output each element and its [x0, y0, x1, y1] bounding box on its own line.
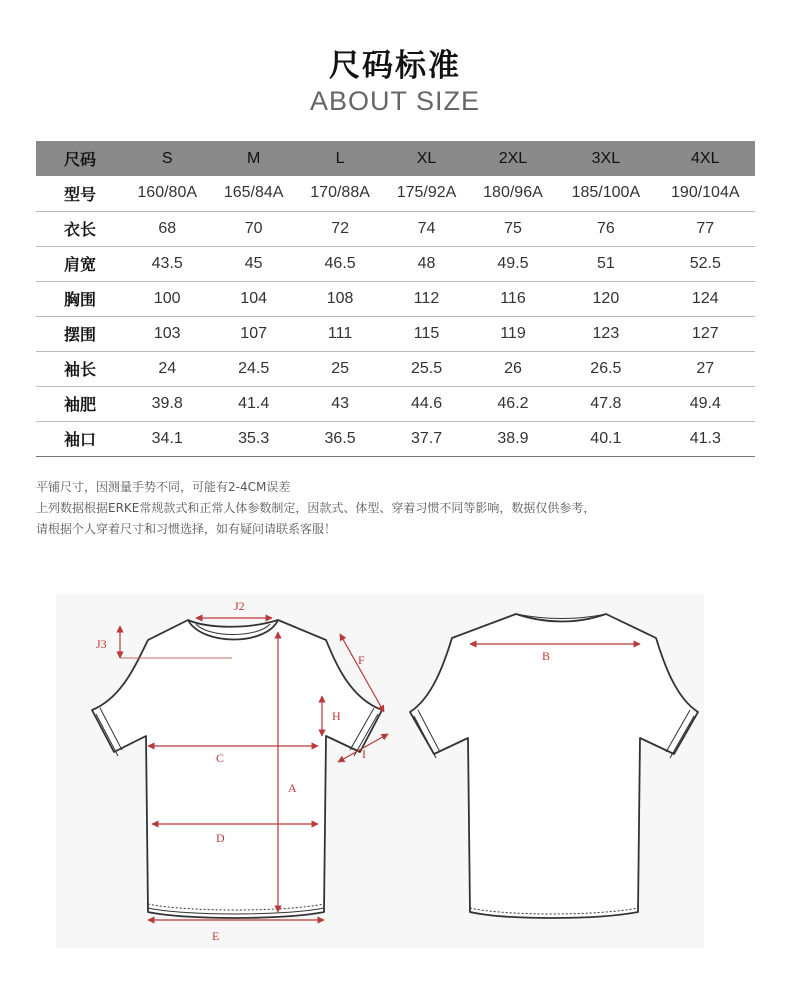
table-cell: 108 — [297, 281, 383, 316]
table-cell: 34.1 — [124, 421, 210, 456]
table-cell: 165/84A — [210, 176, 296, 211]
table-cell: 107 — [210, 316, 296, 351]
table-cell: 26 — [470, 351, 556, 386]
table-cell: 76 — [556, 211, 655, 246]
tshirt-back — [410, 614, 698, 918]
table-cell: 124 — [656, 281, 755, 316]
row-label: 袖长 — [36, 351, 124, 386]
size-col: 3XL — [556, 141, 655, 176]
page-title: 尺码标准 — [329, 48, 461, 84]
table-cell: 35.3 — [210, 421, 296, 456]
table-row — [36, 316, 755, 351]
label-f: F — [358, 653, 365, 667]
table-cell: 111 — [297, 316, 383, 351]
table-cell: 36.5 — [297, 421, 383, 456]
table-cell: 77 — [656, 211, 755, 246]
label-j2: J2 — [234, 599, 245, 613]
size-table — [36, 141, 755, 457]
table-cell: 190/104A — [656, 176, 755, 211]
row-label: 衣长 — [36, 211, 124, 246]
table-cell: 43 — [297, 386, 383, 421]
table-cell: 27 — [656, 351, 755, 386]
table-row — [36, 386, 755, 421]
row-label: 胸围 — [36, 281, 124, 316]
size-col: S — [124, 141, 210, 176]
notes — [36, 477, 756, 540]
size-col: 4XL — [656, 141, 755, 176]
table-cell: 24.5 — [210, 351, 296, 386]
label-a: A — [288, 781, 297, 795]
table-cell: 115 — [383, 316, 469, 351]
table-cell: 104 — [210, 281, 296, 316]
table-row — [36, 281, 755, 316]
label-e: E — [212, 929, 220, 943]
label-d: D — [216, 831, 225, 845]
label-i: I — [362, 747, 366, 761]
table-cell: 112 — [383, 281, 469, 316]
table-cell: 160/80A — [124, 176, 210, 211]
table-row — [36, 351, 755, 386]
table-cell: 103 — [124, 316, 210, 351]
table-cell: 70 — [210, 211, 296, 246]
table-cell: 75 — [470, 211, 556, 246]
size-header-label: 尺码 — [36, 141, 124, 176]
table-cell: 24 — [124, 351, 210, 386]
table-cell: 74 — [383, 211, 469, 246]
table-cell: 185/100A — [556, 176, 655, 211]
table-cell: 48 — [383, 246, 469, 281]
table-cell: 51 — [556, 246, 655, 281]
row-label: 肩宽 — [36, 246, 124, 281]
row-label: 袖肥 — [36, 386, 124, 421]
table-cell: 116 — [470, 281, 556, 316]
table-cell: 39.8 — [124, 386, 210, 421]
table-cell: 43.5 — [124, 246, 210, 281]
table-cell: 52.5 — [656, 246, 755, 281]
row-label: 型号 — [36, 176, 124, 211]
label-c: C — [216, 751, 225, 765]
note-line: 平铺尺寸，因测量手势不同，可能有2-4CM误差 — [36, 480, 291, 494]
table-cell: 37.7 — [383, 421, 469, 456]
page-subtitle: ABOUT SIZE — [309, 86, 481, 116]
size-col: 2XL — [470, 141, 556, 176]
size-col: L — [297, 141, 383, 176]
size-header-row — [36, 141, 755, 176]
table-cell: 49.4 — [656, 386, 755, 421]
table-cell: 38.9 — [470, 421, 556, 456]
table-cell: 120 — [556, 281, 655, 316]
table-cell: 46.5 — [297, 246, 383, 281]
table-cell: 68 — [124, 211, 210, 246]
table-cell: 25 — [297, 351, 383, 386]
size-col: M — [210, 141, 296, 176]
table-cell: 47.8 — [556, 386, 655, 421]
tshirt-front — [92, 620, 382, 918]
table-cell: 46.2 — [470, 386, 556, 421]
size-col: XL — [383, 141, 469, 176]
table-row — [36, 421, 755, 456]
measurement-diagram — [56, 594, 704, 948]
table-cell: 41.3 — [656, 421, 755, 456]
table-cell: 175/92A — [383, 176, 469, 211]
table-cell: 119 — [470, 316, 556, 351]
table-cell: 72 — [297, 211, 383, 246]
row-label: 袖口 — [36, 421, 124, 456]
note-line: 上列数据根据ERKE常规款式和正常人体参数制定，因款式、体型、穿着习惯不同等影响，数据仅供参考， — [36, 501, 596, 515]
table-cell: 40.1 — [556, 421, 655, 456]
table-row — [36, 211, 755, 246]
row-label: 摆围 — [36, 316, 124, 351]
table-cell: 123 — [556, 316, 655, 351]
label-h: H — [332, 709, 341, 723]
table-row — [36, 246, 755, 281]
table-cell: 180/96A — [470, 176, 556, 211]
tshirt-diagram-svg — [56, 594, 704, 948]
table-cell: 26.5 — [556, 351, 655, 386]
table-cell: 49.5 — [470, 246, 556, 281]
table-row — [36, 176, 755, 211]
table-cell: 127 — [656, 316, 755, 351]
table-cell: 44.6 — [383, 386, 469, 421]
note-line: 请根据个人穿着尺寸和习惯选择，如有疑问请联系客服！ — [36, 522, 337, 536]
label-j3: J3 — [96, 637, 107, 651]
table-cell: 170/88A — [297, 176, 383, 211]
table-cell: 25.5 — [383, 351, 469, 386]
label-b: B — [542, 649, 551, 663]
table-cell: 45 — [210, 246, 296, 281]
table-cell: 100 — [124, 281, 210, 316]
table-cell: 41.4 — [210, 386, 296, 421]
